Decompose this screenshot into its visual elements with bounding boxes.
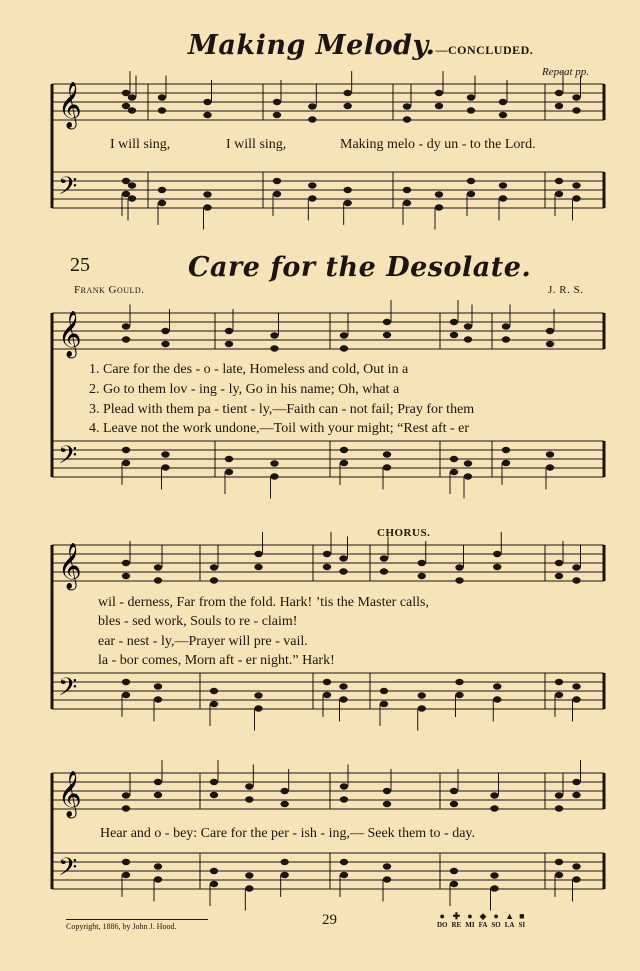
svg-text:𝄞: 𝄞 <box>58 82 82 128</box>
solfa-mi <box>465 912 474 929</box>
verse4-line1: 4. Leave not the work undone,—Toil with your might; “Rest aft - er <box>89 421 470 436</box>
verse3-line1: 3. Plead with them pa - tient - ly,—Faith can - not fail; Pray for them <box>89 402 475 417</box>
svg-text:𝄢: 𝄢 <box>58 172 78 207</box>
solfa-key <box>437 912 525 929</box>
solfa-shape-icon: ● <box>493 911 499 921</box>
svg-text:𝄞: 𝄞 <box>58 771 82 817</box>
verse1-line1: 1. Care for the des - o - late, Homeless and cold, Out in a <box>89 362 409 377</box>
hymn2-number: 25 <box>70 254 90 276</box>
verse3-line2: ear - nest - ly,—Prayer will pre - vail. <box>98 634 308 649</box>
solfa-shape-icon: ■ <box>519 911 525 921</box>
solfa-shape-icon: ◆ <box>479 911 487 921</box>
svg-text:𝄞: 𝄞 <box>58 311 82 357</box>
hymn2-author: Frank Gould. <box>74 284 145 296</box>
hymn1-lyric-1: I will sing, <box>110 137 171 152</box>
verse2-line2: bles - sed work, Souls to re - claim! <box>98 614 298 629</box>
solfa-label: SI <box>518 921 526 929</box>
solfa-label: LA <box>504 921 515 929</box>
solfa-la <box>505 912 515 929</box>
verse4-line2: la - bor comes, Morn aft - er night.” Hark! <box>98 653 335 668</box>
solfa-label: RE <box>451 921 462 929</box>
hymn1-subtitle: —CONCLUDED. <box>435 43 534 57</box>
solfa-do <box>437 912 448 929</box>
solfa-re <box>452 912 462 929</box>
solfa-label: MI <box>465 921 475 929</box>
solfa-label: SO <box>491 921 501 929</box>
solfa-shape-icon: ▲ <box>505 911 515 921</box>
chorus-label: CHORUS. <box>377 527 431 539</box>
hymn1-lyric-2: I will sing, <box>226 137 287 152</box>
hymn1-lyric-3: Making melo - dy un - to the Lord. <box>340 137 536 152</box>
svg-text:𝄢: 𝄢 <box>58 673 78 708</box>
solfa-so <box>491 912 500 929</box>
hymn2-composer: J. R. S. <box>548 284 584 296</box>
page-number: 29 <box>322 912 337 928</box>
solfa-shape-icon: ● <box>467 911 473 921</box>
verse1-line2: wil - derness, Far from the fold. Hark! ’tis the Master calls, <box>98 595 429 610</box>
svg-text:𝄞: 𝄞 <box>58 543 82 589</box>
solfa-si <box>518 912 525 929</box>
solfa-fa <box>479 912 488 929</box>
hymn1-direction: Repeat pp. <box>542 66 590 78</box>
solfa-shape-icon: ✚ <box>452 911 461 921</box>
refrain-line: Hear and o - bey: Care for the per - ish - ing,— Seek them to - day. <box>100 826 476 841</box>
hymn2-title: Care for the Desolate. <box>188 252 532 283</box>
hymn1-title-block <box>188 30 533 61</box>
copyright: Copyright, 1886, by John J. Hood. <box>66 919 208 931</box>
hymn1-title: Making Melody. <box>188 30 436 61</box>
solfa-label: FA <box>478 921 488 929</box>
svg-text:𝄢: 𝄢 <box>58 441 78 476</box>
verse2-line1: 2. Go to them lov - ing - ly, Go in his name; Oh, what a <box>89 382 400 397</box>
solfa-label: DO <box>437 921 448 929</box>
svg-text:𝄢: 𝄢 <box>58 853 78 888</box>
solfa-shape-icon: ● <box>439 911 445 921</box>
